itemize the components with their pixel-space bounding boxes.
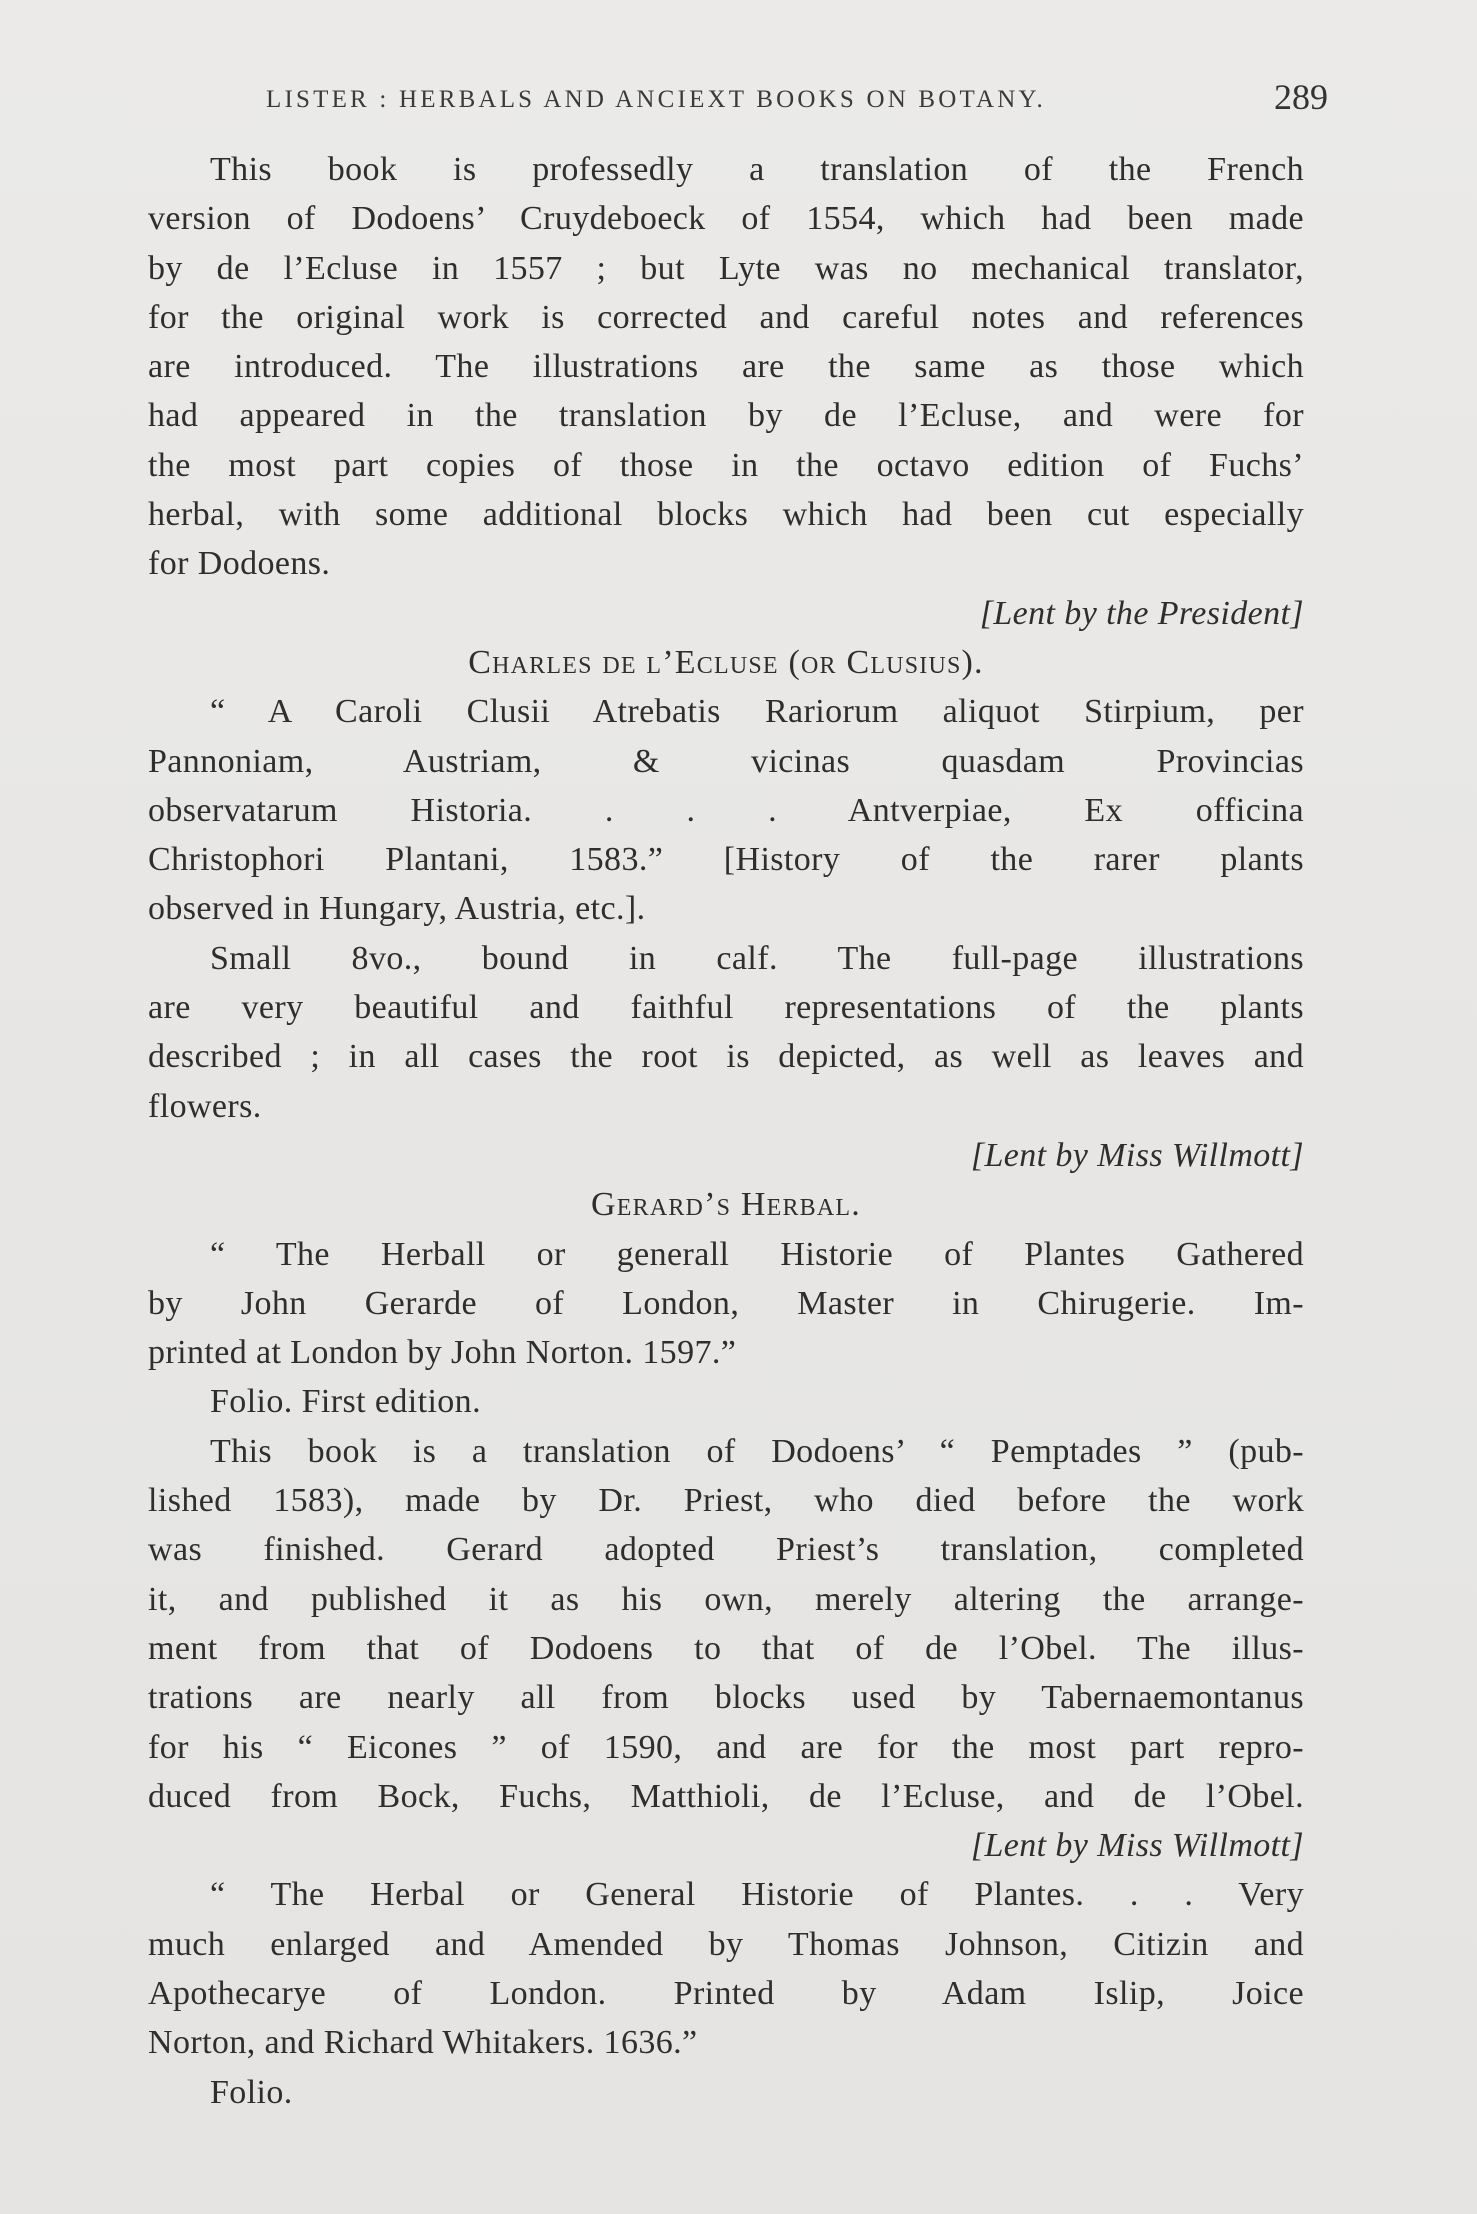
text-line: for his “ Eicones ” of 1590, and are for the most part repro- — [148, 1728, 1304, 1766]
lender-credit: [Lent by Miss Willmott] — [970, 1827, 1304, 1865]
lender-credit: [Lent by Miss Willmott] — [970, 1136, 1304, 1174]
text-line: flowers. — [148, 1087, 262, 1125]
text-line: observatarum Historia. . . . Antverpiae, Ex officina — [148, 791, 1304, 829]
text-line: was finished. Gerard adopted Priest’s translation, completed — [148, 1531, 1304, 1569]
text-line: had appeared in the translation by de l’Ecluse, and were for — [148, 397, 1304, 435]
text-line: described ; in all cases the root is depicted, as well as leaves and — [148, 1038, 1304, 1076]
text-line: Pannoniam, Austriam, & vicinas quasdam Provincias — [148, 742, 1304, 780]
text-line: trations are nearly all from blocks used by Tabernaemontanus — [148, 1679, 1304, 1717]
text-line: “ A Caroli Clusii Atrebatis Rariorum aliquot Stirpium, per — [210, 693, 1304, 731]
text-line: lished 1583), made by Dr. Priest, who died before the work — [148, 1482, 1304, 1520]
text-line: by John Gerarde of London, Master in Chirugerie. Im- — [148, 1284, 1304, 1322]
page-body — [148, 145, 1304, 2117]
text-line: Apothecarye of London. Printed by Adam Islip, Joice — [148, 1974, 1304, 2012]
text-line: Christophori Plantani, 1583.” [History of the rarer plants — [148, 841, 1304, 879]
text-line: by de l’Ecluse in 1557 ; but Lyte was no mechanical translator, — [148, 249, 1304, 287]
text-line: Small 8vo., bound in calf. The full-page illustrations — [210, 939, 1304, 977]
section-heading: Charles de l’Ecluse (or Clusius). — [468, 643, 984, 681]
text-line: for the original work is corrected and careful notes and references — [148, 298, 1304, 336]
text-line: herbal, with some additional blocks which had been cut especially — [148, 496, 1304, 534]
text-line: much enlarged and Amended by Thomas Johnson, Citizin and — [148, 1925, 1304, 1963]
text-line: “ The Herbal or General Historie of Plantes. . . Very — [210, 1876, 1304, 1914]
text-line: Folio. — [210, 2073, 293, 2111]
section-heading: Gerard’s Herbal. — [591, 1186, 861, 1224]
text-line: it, and published it as his own, merely altering the arrange- — [148, 1580, 1304, 1618]
lender-credit: [Lent by the President] — [979, 594, 1304, 632]
page-number: 289 — [1274, 77, 1328, 117]
text-line: duced from Bock, Fuchs, Matthioli, de l’Ecluse, and de l’Obel. — [148, 1777, 1304, 1815]
text-line: the most part copies of those in the octavo edition of Fuchs’ — [148, 446, 1304, 484]
text-line: ment from that of Dodoens to that of de l’Obel. The illus- — [148, 1629, 1304, 1667]
text-line: This book is professedly a translation of the French — [210, 151, 1304, 188]
text-line: for Dodoens. — [148, 545, 331, 583]
text-line: observed in Hungary, Austria, etc.]. — [148, 890, 646, 928]
text-line: Folio. First edition. — [210, 1383, 481, 1421]
text-line: This book is a translation of Dodoens’ “ Pemptades ” (pub- — [210, 1432, 1304, 1470]
running-header — [148, 72, 1328, 128]
text-line: version of Dodoens’ Cruydeboeck of 1554, which had been made — [148, 200, 1304, 238]
text-line: are very beautiful and faithful representations of the plants — [148, 989, 1304, 1027]
running-title: LISTER : HERBALS AND ANCIEXT BOOKS ON BOTANY. — [266, 86, 1047, 113]
text-line: Norton, and Richard Whitakers. 1636.” — [148, 2024, 698, 2062]
text-line: are introduced. The illustrations are the same as those which — [148, 348, 1304, 386]
text-line: “ The Herball or generall Historie of Plantes Gathered — [210, 1235, 1304, 1273]
text-line: printed at London by John Norton. 1597.” — [148, 1334, 737, 1372]
